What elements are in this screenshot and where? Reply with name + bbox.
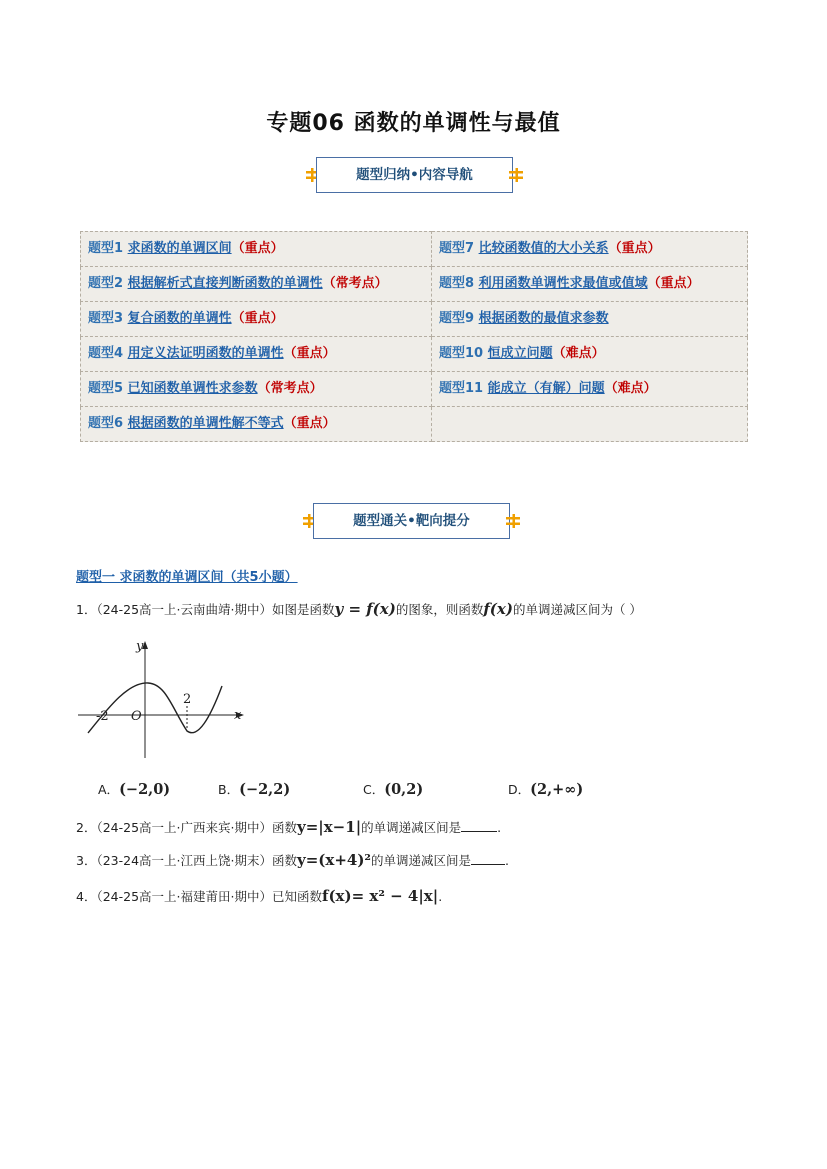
curve xyxy=(88,683,222,733)
nav-banner-text: 题型归纳•内容导航 xyxy=(356,167,473,183)
option-b[interactable]: B．(−2,2) xyxy=(218,781,291,798)
banner-right-ornament-icon xyxy=(509,168,523,182)
topic-tag: 题型4 xyxy=(88,346,124,361)
topic-navigation-table xyxy=(80,231,748,442)
nav-cell xyxy=(432,407,748,442)
nav-cell xyxy=(81,302,432,337)
nav-cell xyxy=(432,267,748,302)
topic-link[interactable]: 恒成立问题 xyxy=(487,346,553,361)
topic-link[interactable]: 根据解析式直接判断函数的单调性 xyxy=(127,276,323,291)
topic-tag: 题型8 xyxy=(439,276,475,291)
nav-cell xyxy=(432,232,748,267)
topic-link[interactable]: 能成立（有解）问题 xyxy=(487,381,605,396)
question-1 xyxy=(76,600,642,618)
question-text: 的单调递减区间为（ ） xyxy=(512,602,642,617)
topic-remark: （常考点） xyxy=(322,276,388,291)
answer-blank[interactable] xyxy=(471,852,505,865)
topic-tag: 题型10 xyxy=(439,346,484,361)
topic-link[interactable]: 利用函数单调性求最值或值域 xyxy=(478,276,648,291)
x-axis-label: x xyxy=(234,708,242,723)
function-graph xyxy=(74,638,254,763)
option-c[interactable]: C．(0,2) xyxy=(363,781,424,798)
topic-link[interactable]: 比较函数值的大小关系 xyxy=(478,241,609,256)
topic-link[interactable]: 复合函数的单调性 xyxy=(127,311,232,326)
question-number: 1． xyxy=(76,602,97,617)
y-axis-label: y xyxy=(136,639,144,654)
question-text: 的图象，则函数 xyxy=(395,602,484,617)
topic-remark: （重点） xyxy=(231,241,284,256)
topic-tag: 题型7 xyxy=(439,241,475,256)
formula: y=|x−1| xyxy=(297,818,362,836)
topic-tag: 题型1 xyxy=(88,241,124,256)
formula: f(x)= x² − 4|x| xyxy=(322,887,439,905)
nav-row xyxy=(81,267,748,302)
nav-row xyxy=(81,302,748,337)
topic-remark: （重点） xyxy=(231,311,284,326)
drill-banner xyxy=(313,503,510,539)
option-a[interactable]: A．(−2,0) xyxy=(98,781,171,798)
formula: y = f(x) xyxy=(334,600,396,618)
topic-link[interactable]: 已知函数单调性求参数 xyxy=(127,381,258,396)
topic-link[interactable]: 用定义法证明函数的单调性 xyxy=(127,346,284,361)
nav-row xyxy=(81,407,748,442)
question-source: （24-25高一上·云南曲靖·期中） xyxy=(96,602,272,617)
topic-remark: （常考点） xyxy=(257,381,323,396)
topic-tag: 题型11 xyxy=(439,381,484,396)
topic-link[interactable]: 根据函数的单调性解不等式 xyxy=(127,416,284,431)
topic-remark: （重点） xyxy=(283,416,336,431)
topic-remark: （重点） xyxy=(283,346,336,361)
nav-row xyxy=(81,372,748,407)
tick-label-neg2: -2 xyxy=(96,709,109,724)
answer-blank[interactable] xyxy=(461,819,497,832)
formula: f(x) xyxy=(483,600,513,618)
topic-remark: （难点） xyxy=(604,381,657,396)
question-text: 如图是函数 xyxy=(271,602,335,617)
topic-tag: 题型6 xyxy=(88,416,124,431)
topic-tag: 题型2 xyxy=(88,276,124,291)
origin-label: O xyxy=(131,709,142,724)
topic-remark: （重点） xyxy=(647,276,700,291)
question-2: 2．（24-25高一上·广西来宾·期中）函数y=|x−1|的单调递减区间是 . xyxy=(76,818,502,836)
formula: y=(x+4)² xyxy=(297,851,371,869)
nav-cell xyxy=(81,232,432,267)
banner-right-ornament-icon xyxy=(506,514,520,528)
topic-remark: （难点） xyxy=(552,346,605,361)
tick-label-2: 2 xyxy=(183,692,192,707)
nav-cell xyxy=(81,267,432,302)
topic-link[interactable]: 求函数的单调区间 xyxy=(127,241,232,256)
topic-link[interactable]: 根据函数的最值求参数 xyxy=(478,311,609,326)
nav-cell xyxy=(81,372,432,407)
question-4: 4．（24-25高一上·福建莆田·期中）已知函数f(x)= x² − 4|x|. xyxy=(76,887,443,905)
nav-cell xyxy=(432,302,748,337)
page-title: 专题06 函数的单调性与最值 xyxy=(266,111,561,136)
nav-row xyxy=(81,232,748,267)
nav-row xyxy=(81,337,748,372)
section-heading-link[interactable]: 题型一 求函数的单调区间（共5小题） xyxy=(76,570,298,585)
topic-tag: 题型5 xyxy=(88,381,124,396)
nav-cell xyxy=(432,337,748,372)
option-d[interactable]: D．(2,+∞) xyxy=(508,781,584,798)
drill-banner-text: 题型通关•靶向提分 xyxy=(353,513,470,529)
topic-tag: 题型9 xyxy=(439,311,475,326)
question-3: 3．（23-24高一上·江西上饶·期末）函数y=(x+4)²的单调递减区间是 . xyxy=(76,851,509,869)
topic-remark: （重点） xyxy=(608,241,661,256)
topic-tag: 题型3 xyxy=(88,311,124,326)
nav-cell xyxy=(81,337,432,372)
nav-cell xyxy=(81,407,432,442)
nav-banner xyxy=(316,157,513,193)
nav-cell xyxy=(432,372,748,407)
